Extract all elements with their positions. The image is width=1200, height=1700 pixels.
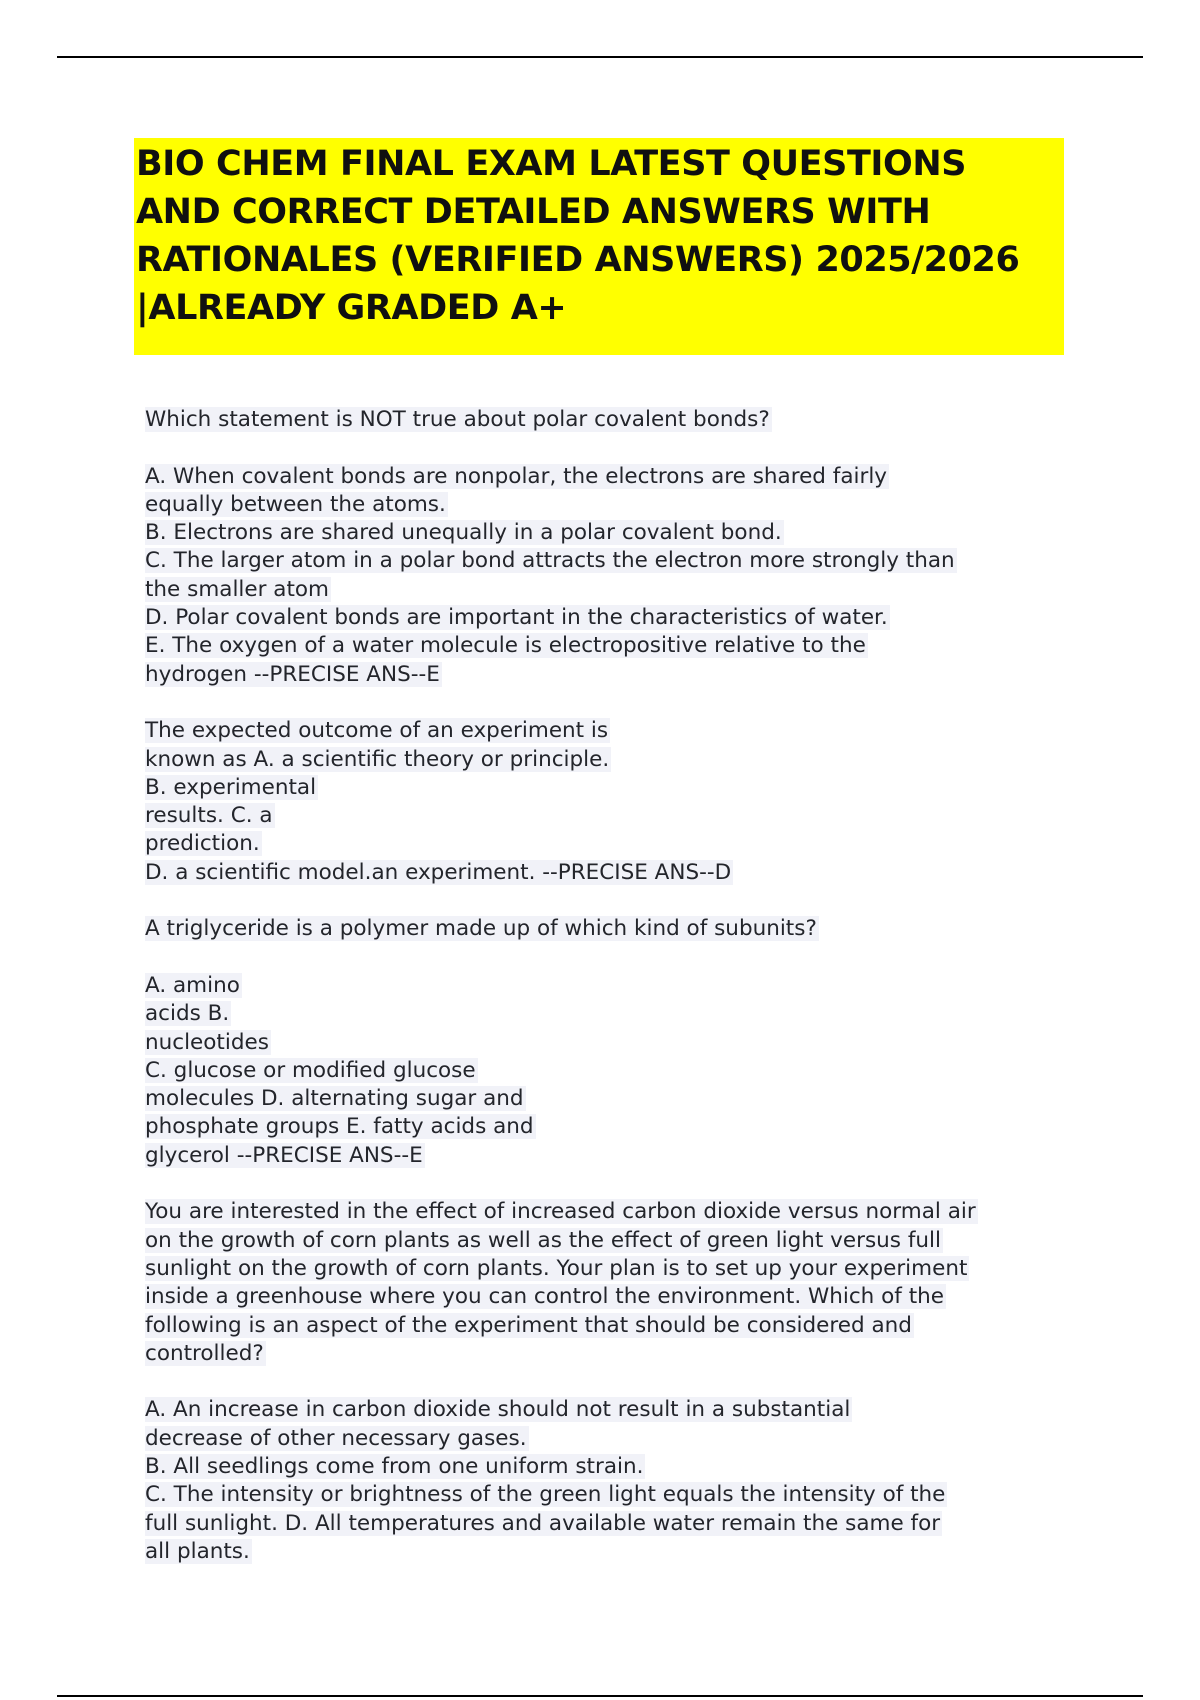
answer-line: C. glucose or modified glucose	[145, 1057, 476, 1083]
question-stem-line: You are interested in the effect of increased carbon dioxide versus normal air	[145, 1199, 976, 1225]
answer-line: A. When covalent bonds are nonpolar, the electrons are shared fairly	[145, 463, 888, 489]
question-line: known as A. a scientific theory or principle.	[145, 746, 610, 772]
answer-line: phosphate groups E. fatty acids and	[145, 1114, 534, 1140]
title-line-3: RATIONALES (VERIFIED ANSWERS) 2025/2026	[136, 240, 1020, 280]
top-rule	[57, 56, 1143, 58]
question-2	[145, 717, 1080, 887]
question-line: The expected outcome of an experiment is	[145, 718, 609, 744]
question-stem-line: inside a greenhouse where you can control the environment. Which of the	[145, 1284, 944, 1310]
title-line-2: AND CORRECT DETAILED ANSWERS WITH	[136, 192, 931, 232]
question-3	[145, 915, 1080, 1170]
answer-line: D. Polar covalent bonds are important in the characteristics of water.	[145, 605, 888, 631]
answer-line: B. All seedlings come from one uniform strain.	[145, 1453, 644, 1479]
question-line: results. C. a	[145, 803, 273, 829]
question-stem-line: following is an aspect of the experiment that should be considered and	[145, 1312, 912, 1338]
answer-line: full sunlight. D. All temperatures and available water remain the same for	[145, 1510, 941, 1536]
question-stem: A triglyceride is a polymer made up of which kind of subunits?	[145, 916, 817, 942]
answer-line: the smaller atom	[145, 576, 329, 602]
bottom-rule	[57, 1695, 1143, 1697]
question-stem-line: sunlight on the growth of corn plants. Your plan is to set up your experiment	[145, 1255, 968, 1281]
answer-line: C. The larger atom in a polar bond attracts the electron more strongly than	[145, 548, 955, 574]
answer-line: glycerol --PRECISE ANS--E	[145, 1142, 423, 1168]
answer-line: A. amino	[145, 972, 240, 998]
title-line-1: BIO CHEM FINAL EXAM LATEST QUESTIONS	[136, 144, 967, 184]
answer-line: B. Electrons are shared unequally in a polar covalent bond.	[145, 520, 782, 546]
answer-line: acids B.	[145, 1001, 230, 1027]
answer-line: molecules D. alternating sugar and	[145, 1086, 524, 1112]
answer-line: A. An increase in carbon dioxide should not result in a substantial	[145, 1397, 851, 1423]
question-line: B. experimental	[145, 774, 317, 800]
document-body	[145, 406, 1080, 1566]
title-line-4: |ALREADY GRADED A+	[136, 288, 567, 328]
answer-line: hydrogen --PRECISE ANS--E	[145, 661, 440, 687]
question-stem-line: controlled?	[145, 1340, 264, 1366]
answer-line: nucleotides	[145, 1029, 269, 1055]
answer-line: C. The intensity or brightness of the green light equals the intensity of the	[145, 1482, 946, 1508]
question-stem-line: on the growth of corn plants as well as the effect of green light versus full	[145, 1227, 941, 1253]
answer-line: all plants.	[145, 1538, 250, 1564]
question-line: prediction.	[145, 831, 260, 857]
answer-line: decrease of other necessary gases.	[145, 1425, 527, 1451]
question-line: D. a scientific model.an experiment. --PRECISE ANS--D	[145, 859, 732, 885]
document-title	[134, 138, 1064, 355]
question-4	[145, 1198, 1080, 1566]
answer-line: equally between the atoms.	[145, 491, 446, 517]
answer-line: E. The oxygen of a water molecule is electropositive relative to the	[145, 633, 866, 659]
question-1	[145, 406, 1080, 689]
question-stem: Which statement is NOT true about polar covalent bonds?	[145, 407, 770, 432]
